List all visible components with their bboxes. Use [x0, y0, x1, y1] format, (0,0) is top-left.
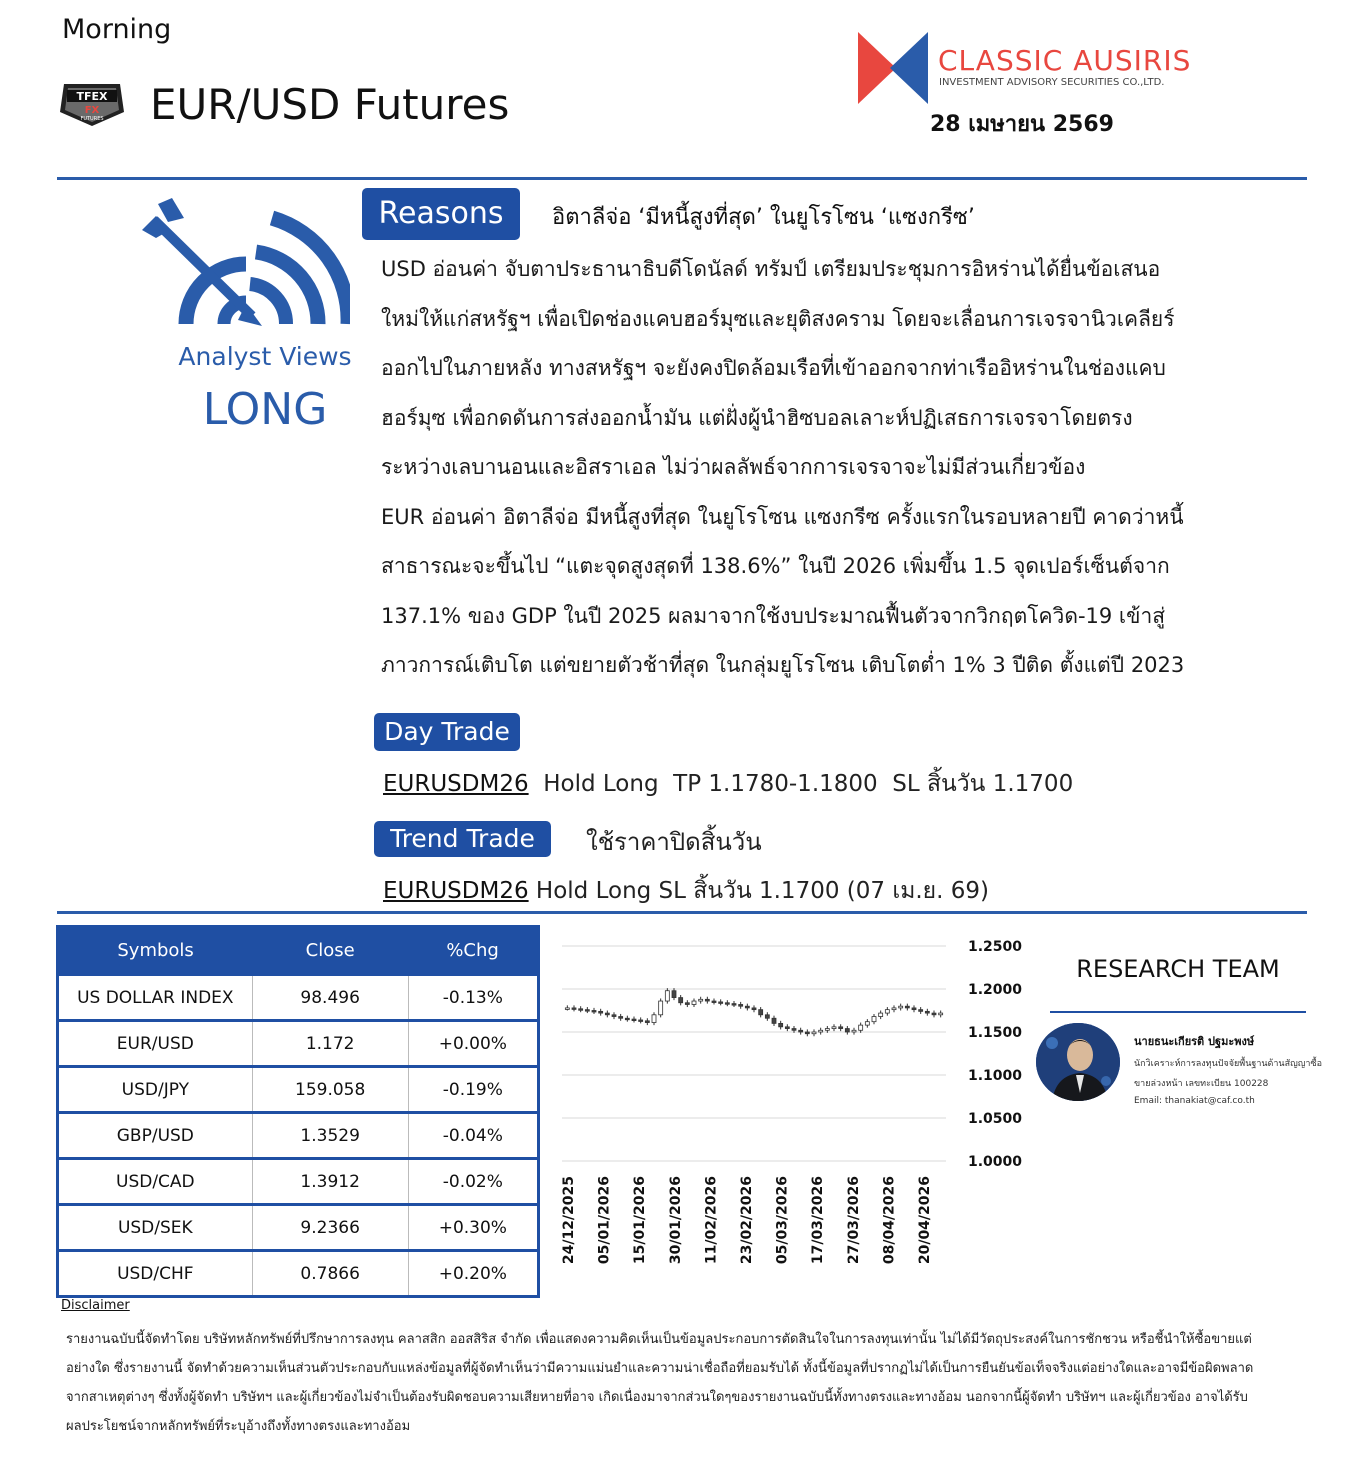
trend-trade-note: ใช้ราคาปิดสิ้นวัน	[586, 828, 762, 856]
candle-body	[612, 1015, 616, 1017]
table-row	[58, 1021, 539, 1067]
candle-body	[925, 1011, 929, 1013]
reasons-line: 137.1% ของ GDP ในปี 2025 ผลมาจากใช้งบประมาณฟื้นตัวจากวิกฤตโควิด-19 เข้าสู่	[381, 603, 1166, 628]
table-row	[58, 1159, 539, 1205]
reasons-line: ออกไปในภายหลัง ทางสหรัฐฯ จะยังคงปิดล้อมเรือที่เข้าออกจากท่าเรืออิหร่านในช่องแคบ	[381, 356, 1166, 380]
x-tick-label: 05/03/2026	[774, 1176, 791, 1265]
tfex-logo	[58, 82, 126, 128]
trend-trade-symbol-link[interactable]: EURUSDM26	[383, 878, 529, 904]
analyst-name: นายธนะเกียรติ ปฐมะพงษ์	[1134, 1035, 1255, 1048]
candle-body	[892, 1008, 896, 1010]
x-tick-label: 23/02/2026	[739, 1176, 755, 1265]
candle-body	[725, 1003, 729, 1005]
quotes-table	[56, 925, 540, 1298]
candle-body	[919, 1010, 923, 1012]
candle-body	[565, 1008, 569, 1010]
x-tick-label: 08/04/2026	[881, 1176, 898, 1265]
disclaimer-title: Disclaimer	[61, 1298, 130, 1313]
x-tick-label: 05/01/2026	[596, 1176, 613, 1265]
col-header-symbols: Symbols	[58, 927, 253, 975]
reasons-line: EUR อ่อนค่า อิตาลีจ่อ มีหนี้สูงที่สุด ในยูโรโซน แซงกรีซ ครั้งแรกในรอบหลายปี คาดว่าหนี้	[381, 504, 1184, 529]
candle-body	[779, 1023, 783, 1026]
symbol-cell: GBP/USD	[58, 1113, 253, 1159]
candle-body	[825, 1029, 829, 1031]
col-header-close: Close	[252, 927, 408, 975]
analyst-view-value: LONG	[202, 384, 328, 435]
disclaimer-line: รายงานฉบับนี้จัดทำโดย บริษัทหลักทรัพย์ที่ปรึกษาการลงทุน คลาสสิก ออสสิริส จำกัด เพื่อแสดงความคิดเห็นเป็นข้อมูลประกอบการตัดสินใจในการลงทุนเท่านั้น ไม่ได้มีวัตถุประสงค์ในการชักชวน หรือชี้นำให้ซื้อขายแต่	[66, 1332, 1252, 1347]
y-tick-label: 1.0500	[968, 1111, 1023, 1127]
candle-body	[652, 1015, 656, 1023]
y-tick-label: 1.2000	[968, 982, 1023, 998]
y-tick-label: 1.1500	[968, 1025, 1023, 1041]
candle-body	[699, 999, 703, 1001]
analyst-email[interactable]: Email: thanakiat@caf.co.th	[1134, 1096, 1255, 1106]
svg-text:FUTURES: FUTURES	[80, 116, 104, 122]
symbol-cell: US DOLLAR INDEX	[58, 975, 253, 1021]
x-tick-label: 15/01/2026	[632, 1176, 649, 1265]
candle-body	[792, 1029, 796, 1031]
candle-body	[645, 1021, 649, 1023]
table-row	[58, 975, 539, 1021]
table-row	[58, 1113, 539, 1159]
candle-body	[785, 1027, 789, 1029]
candle-body	[845, 1029, 849, 1032]
candle-body	[685, 1003, 689, 1005]
candle-body	[759, 1010, 763, 1015]
disclaimer-line: อย่างใด ซึ่งรายงานนี้ จัดทำด้วยความเห็นส่วนตัวประกอบกับแหล่งข้อมูลที่ผู้จัดทำเห็นว่ามีความแม่นยำและความน่าเชื่อถือที่ยอมรับได้ ทั้งนี้ข้อมูลที่ปรากฏไม่ได้เป็นการยืนยันข้อเท็จจริงแต่อย่างใดและอาจมีข้อผิดพลาด	[66, 1361, 1254, 1376]
candle-body	[572, 1008, 576, 1010]
y-tick-label: 1.2500	[968, 939, 1023, 955]
candle-body	[932, 1013, 936, 1015]
symbol-cell: USD/JPY	[58, 1067, 253, 1113]
symbol-cell: EUR/USD	[58, 1021, 253, 1067]
candle-body	[605, 1013, 609, 1015]
candle-body	[592, 1011, 596, 1013]
candle-body	[632, 1019, 636, 1021]
brand-subtitle: INVESTMENT ADVISORY SECURITIES CO.,LTD.	[939, 77, 1165, 88]
candle-body	[705, 999, 709, 1001]
candle-body	[599, 1011, 603, 1013]
x-tick-label: 11/02/2026	[703, 1176, 720, 1265]
candle-body	[579, 1009, 583, 1011]
candle-body	[865, 1022, 869, 1025]
candle-body	[799, 1030, 803, 1032]
svg-text:FX: FX	[84, 105, 100, 116]
candle-body	[819, 1030, 823, 1032]
candle-body	[772, 1018, 776, 1023]
disclaimer-body	[66, 1325, 1280, 1441]
close-cell: 9.2366	[252, 1205, 408, 1251]
target-arrow-icon	[142, 198, 350, 330]
session-label: Morning	[62, 14, 172, 45]
x-tick-label: 30/01/2026	[667, 1176, 684, 1265]
analyst-role: นักวิเคราะห์การลงทุนปัจจัยพื้นฐานด้านสัญญาซื้อ	[1134, 1059, 1322, 1069]
brand-logo-mark	[858, 32, 928, 104]
trend-trade-text: Hold Long SL สิ้นวัน 1.1700 (07 เม.ย. 69)	[528, 878, 990, 904]
candle-body	[639, 1020, 643, 1022]
x-tick-label: 20/04/2026	[917, 1176, 933, 1265]
analyst-views-label: Analyst Views	[178, 342, 352, 371]
reasons-paragraph	[381, 245, 1291, 691]
candle-body	[912, 1008, 916, 1010]
x-tick-label: 24/12/2025	[561, 1176, 577, 1265]
table-row	[58, 1205, 539, 1251]
trend-trade-tag: Trend Trade	[374, 821, 551, 857]
candle-body	[905, 1006, 909, 1008]
chg-cell: -0.13%	[408, 975, 538, 1021]
section-divider	[57, 911, 1307, 914]
chg-cell: +0.30%	[408, 1205, 538, 1251]
candle-body	[625, 1018, 629, 1020]
disclaimer-line: ผลประโยชน์จากหลักทรัพย์ที่ระบุอ้างถึงทั้งทางตรงและทางอ้อม	[66, 1419, 411, 1434]
analyst-avatar	[1036, 1023, 1120, 1101]
reasons-line: สาธารณะจะขึ้นไป “แตะจุดสูงสุดที่ 138.6%” ในปี 2026 เพิ่มขึ้น 1.5 จุดเปอร์เซ็นต์จาก	[381, 554, 1170, 578]
symbol-cell: USD/CHF	[58, 1251, 253, 1297]
candle-body	[692, 1001, 696, 1004]
research-divider	[1050, 1011, 1306, 1013]
candle-body	[939, 1013, 943, 1015]
chg-cell: -0.02%	[408, 1159, 538, 1205]
disclaimer-line: จากสาเหตุต่างๆ ซึ่งทั้งผู้จัดทำ บริษัทฯ และผู้เกี่ยวข้องไม่จำเป็นต้องรับผิดชอบความเสียหายที่อาจ เกิดเนื่องมาจากส่วนใดๆของรายงานฉบับนี้ทั้งทางตรงและทางอ้อม นอกจากนี้ผู้จัดทำ บริษัทฯ และผู้เกี่ยวข้อง อาจได้รับ	[66, 1390, 1248, 1405]
reasons-headline: อิตาลีจ่อ ‘มีหนี้สูงที่สุด’ ในยูโรโซน ‘แซงกรีซ’	[552, 205, 975, 230]
reasons-line: ฮอร์มุซ เพื่อกดดันการส่งออกน้ำมัน แต่ฝั่งผู้นำฮิซบอลเลาะห์ปฏิเสธการเจรจาโดยตรง	[381, 405, 1133, 430]
y-tick-label: 1.0000	[968, 1154, 1023, 1170]
reasons-tag: Reasons	[362, 188, 520, 240]
day-trade-text: Hold Long TP 1.1780-1.1800 SL สิ้นวัน 1.1700	[528, 771, 1074, 797]
reasons-line: ใหม่ให้แก่สหรัฐฯ เพื่อเปิดช่องแคบฮอร์มุซและยุติสงคราม โดยจะเลื่อนการเจรจานิวเคลียร์	[381, 306, 1175, 331]
candle-body	[659, 1001, 663, 1015]
candle-body	[872, 1017, 876, 1022]
candle-body	[732, 1004, 736, 1006]
candle-body	[885, 1010, 889, 1013]
close-cell: 0.7866	[252, 1251, 408, 1297]
candle-body	[805, 1032, 809, 1034]
candle-body	[739, 1004, 743, 1006]
candle-body	[712, 1001, 716, 1003]
candle-body	[859, 1025, 863, 1030]
candle-body	[752, 1008, 756, 1010]
day-trade-line	[383, 766, 1073, 802]
candle-body	[672, 991, 676, 998]
candle-body	[619, 1017, 623, 1019]
chg-cell: +0.20%	[408, 1251, 538, 1297]
reasons-line: USD อ่อนค่า จับตาประธานาธิบดีโดนัลด์ ทรัมป์ เตรียมประชุมการอิหร่านได้ยื่นข้อเสนอ	[381, 257, 1161, 281]
analyst-license: ขายล่วงหน้า เลขทะเบียน 100228	[1134, 1079, 1269, 1089]
candle-body	[745, 1006, 749, 1008]
candle-body	[879, 1013, 883, 1016]
candle-body	[585, 1010, 589, 1012]
close-cell: 1.3529	[252, 1113, 408, 1159]
reasons-line: ภาวการณ์เติบโต แต่ขยายตัวช้าที่สุด ในกลุ่มยูโรโซน เติบโตต่ำ 1% 3 ปีติด ตั้งแต่ปี 2023	[381, 653, 1185, 677]
quotes-header-row	[58, 927, 539, 975]
candle-body	[679, 998, 683, 1003]
symbol-cell: USD/SEK	[58, 1205, 253, 1251]
day-trade-symbol-link[interactable]: EURUSDM26	[383, 771, 529, 797]
day-trade-tag: Day Trade	[374, 713, 520, 751]
chg-cell: -0.19%	[408, 1067, 538, 1113]
close-cell: 1.172	[252, 1021, 408, 1067]
x-tick-label: 27/03/2026	[845, 1176, 862, 1265]
trend-trade-line	[383, 873, 989, 909]
candle-body	[665, 991, 669, 1001]
candle-body	[765, 1015, 769, 1018]
candle-body	[812, 1032, 816, 1034]
svg-text:TFEX: TFEX	[76, 90, 108, 103]
table-row	[58, 1067, 539, 1113]
chg-cell: -0.04%	[408, 1113, 538, 1159]
symbol-cell: USD/CAD	[58, 1159, 253, 1205]
research-team-title: RESEARCH TEAM	[1076, 955, 1280, 983]
report-date: 28 เมษายน 2569	[930, 112, 1114, 137]
col-header-chg: %Chg	[408, 927, 538, 975]
close-cell: 159.058	[252, 1067, 408, 1113]
candle-body	[832, 1027, 836, 1029]
table-row	[58, 1251, 539, 1297]
reasons-line: ระหว่างเลบานอนและอิสราเอล ไม่ว่าผลลัพธ์จากการเจรจาจะไม่มีส่วนเกี่ยวข้อง	[381, 455, 1086, 479]
close-cell: 1.3912	[252, 1159, 408, 1205]
header-divider	[57, 177, 1307, 180]
candle-body	[719, 1002, 723, 1004]
x-tick-label: 17/03/2026	[810, 1176, 827, 1265]
chg-cell: +0.00%	[408, 1021, 538, 1067]
eurusd-price-chart	[554, 930, 1034, 1270]
y-tick-label: 1.1000	[968, 1068, 1023, 1084]
brand-name: CLASSIC AUSIRIS	[938, 44, 1192, 77]
candle-body	[899, 1006, 903, 1008]
candle-body	[852, 1030, 856, 1032]
page-title: EUR/USD Futures	[150, 80, 510, 129]
candle-body	[839, 1027, 843, 1029]
close-cell: 98.496	[252, 975, 408, 1021]
